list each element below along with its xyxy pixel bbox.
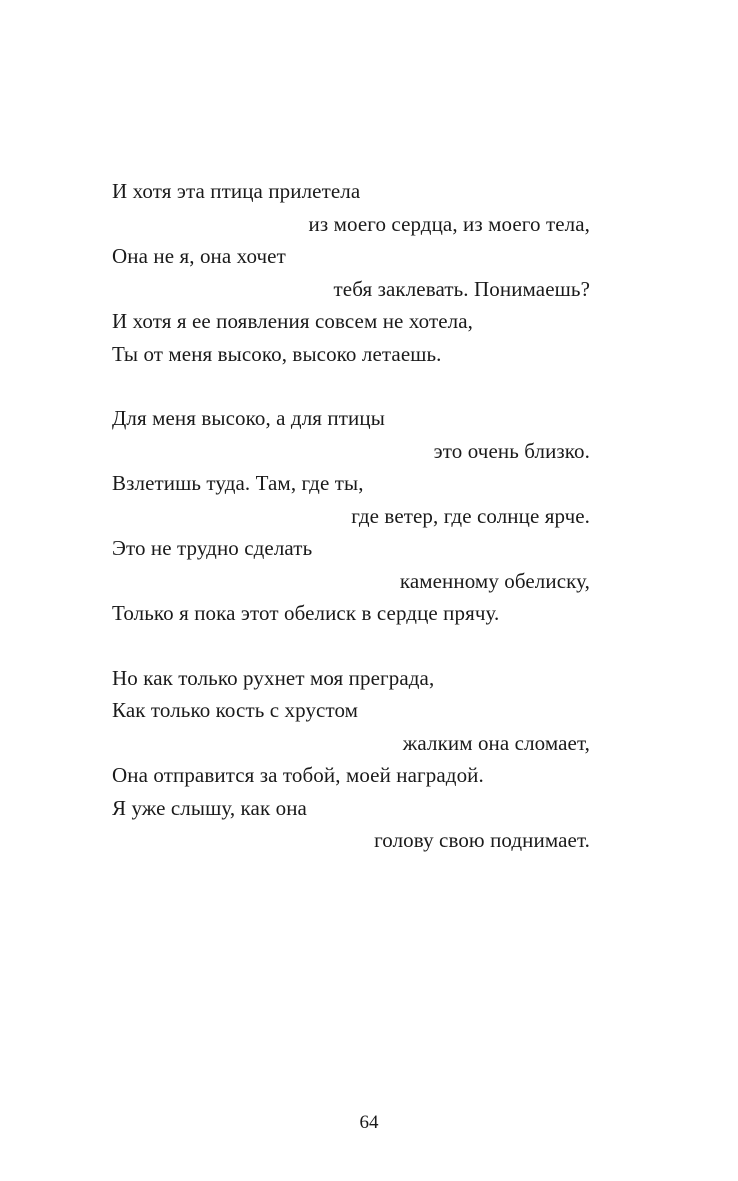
stanza-1 <box>112 175 590 370</box>
poem-line: голову свою поднимает. <box>374 828 590 852</box>
poem-line: из моего сердца, из моего тела, <box>308 211 590 236</box>
page-number: 64 <box>359 1112 379 1133</box>
poem-line: Только я пока этот обелиск в сердце прячу. <box>112 601 500 625</box>
poem-line: каменному обелиску, <box>399 568 590 593</box>
poem-line: Но как только рухнет моя преграда, <box>112 665 435 690</box>
poem-line: где ветер, где солнце ярче. <box>351 503 590 528</box>
poem-line: Это не трудно сделать <box>112 536 313 560</box>
stanza-2 <box>112 402 590 630</box>
poem-line: Как только кость с хрустом <box>112 698 359 722</box>
poem-line: тебя заклевать. Понимаешь? <box>333 276 590 301</box>
stanza-3 <box>112 662 590 857</box>
poem-line: Она отправится за тобой, моей наградой. <box>112 763 484 787</box>
poem-line: Я уже слышу, как она <box>112 795 307 820</box>
poem <box>112 175 590 889</box>
poem-line: это очень близко. <box>433 438 590 463</box>
poem-line: И хотя эта птица прилетела <box>112 179 361 203</box>
poem-line: Взлетишь туда. Там, где ты, <box>112 471 364 495</box>
poem-line: Для меня высоко, а для птицы <box>112 406 385 430</box>
poem-line: Она не я, она хочет <box>112 244 286 268</box>
poem-line: Ты от меня высоко, высоко летаешь. <box>112 341 442 366</box>
poem-line: жалким она сломает, <box>402 730 590 755</box>
poem-line: И хотя я ее появления совсем не хотела, <box>112 309 474 333</box>
